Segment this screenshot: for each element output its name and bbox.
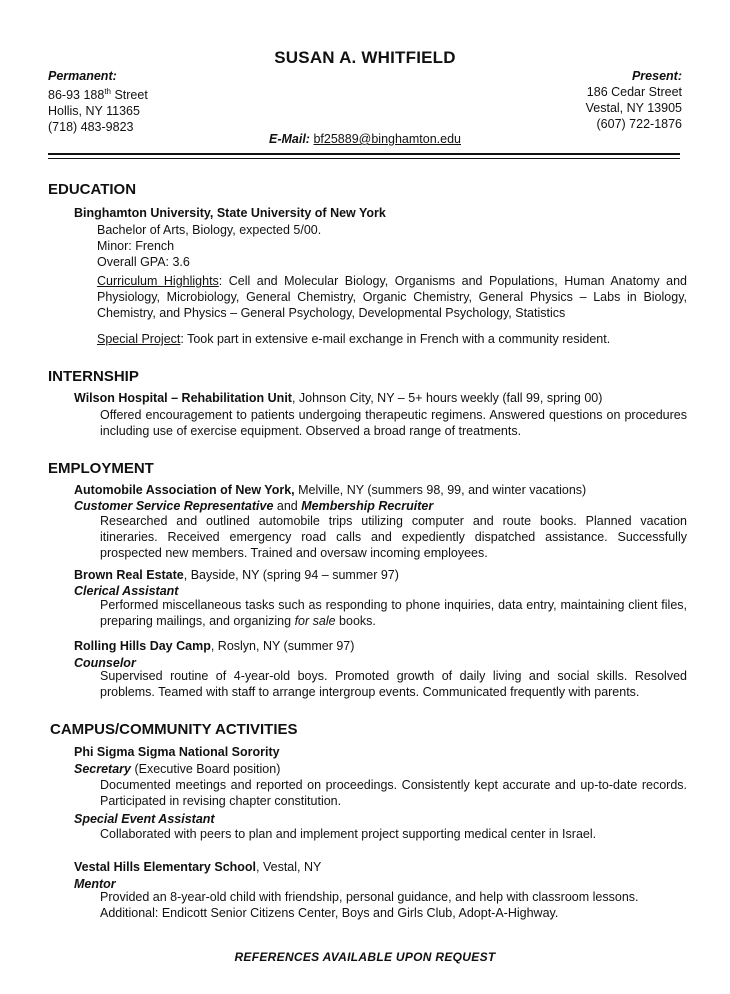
education-details <box>97 222 687 270</box>
activity-1-description: Documented meetings and reported on proceedings. Consistently kept accurate and up-to-date records. Participated in revising chapter constitution. <box>100 778 687 808</box>
curriculum-highlights <box>97 273 687 321</box>
permanent-label: Permanent: <box>48 69 117 83</box>
internship-heading: INTERNSHIP <box>48 368 139 385</box>
job-2-description <box>100 597 687 629</box>
job-2-desc-emphasis: for sale <box>294 614 336 628</box>
job-2-desc-part1: Performed miscellaneous tasks such as responding to phone inquiries, data entry, maintaining client files, preparing mailings, and organizing <box>100 598 687 628</box>
job-3-description: Supervised routine of 4-year-old boys. Promoted growth of daily living and social skills. Resolved problems. Teamed with staff to arrange intergroup events. Communicated frequently with parents. <box>100 669 687 699</box>
highlights-label: Curriculum Highlights <box>97 274 219 288</box>
job-2-role: Clerical Assistant <box>74 584 179 598</box>
permanent-street-rest: Street <box>110 88 148 103</box>
job-1-org <box>74 483 586 497</box>
present-street: 186 Cedar Street <box>586 85 682 99</box>
job-3-org-rest: , Roslyn, NY (summer 97) <box>210 639 355 653</box>
job-1-role-title-2: Membership Recruiter <box>301 499 434 513</box>
activity-3-description <box>100 889 687 921</box>
job-1-org-rest: Melville, NY (summers 98, 99, and winter vacations) <box>294 483 587 497</box>
highlights-text: : Cell and Molecular Biology, Organisms and Populations, Human Anatomy and Physiology, Microbiology, General Chemistry, Organic Chemistry, General Physics – Labs in Biology, Chemistry, and Physics – General Psychology, Developmental Psychology, Statistics <box>97 274 687 320</box>
present-phone: (607) 722-1876 <box>596 117 682 131</box>
employment-heading: EMPLOYMENT <box>48 460 154 477</box>
permanent-address <box>48 68 148 135</box>
job-1-role-title: Customer Service Representative <box>74 499 274 513</box>
job-2-org <box>74 568 399 582</box>
activity-2-role: Special Event Assistant <box>74 812 215 826</box>
internship-description: Offered encouragement to patients undergoing therapeutic regimens. Answered questions on procedures including use of exercise equipment. Observed a broad range of treatments. <box>100 408 687 438</box>
internship-org <box>74 391 602 405</box>
email-label: E-Mail: <box>269 132 310 146</box>
job-2-org-rest: , Bayside, NY (spring 94 – summer 97) <box>183 568 399 582</box>
education-heading: EDUCATION <box>48 181 137 198</box>
activity-3-desc-line1: Provided an 8-year-old child with friendship, personal guidance, and help with classroom lessons. <box>100 890 639 904</box>
email-link[interactable]: bf25889@binghamton.edu <box>313 132 461 146</box>
activity-3-desc-line2: Additional: Endicott Senior Citizens Center, Boys and Girls Club, Adopt-A-Highway. <box>100 906 559 920</box>
project-label: Special Project <box>97 332 181 346</box>
activity-1-role-rest: (Executive Board position) <box>131 762 281 776</box>
email-line <box>0 132 730 146</box>
job-3-org-name: Rolling Hills Day Camp <box>74 639 211 653</box>
references-line: REFERENCES AVAILABLE UPON REQUEST <box>234 950 496 964</box>
job-2-desc-part2: books. <box>335 614 376 628</box>
activity-1-org <box>74 745 280 759</box>
permanent-street <box>48 84 148 103</box>
job-1-org-name: Automobile Association of New York, <box>74 483 295 497</box>
header-divider-thick <box>48 153 680 155</box>
school-name: Binghamton University, State University of New York <box>74 206 386 220</box>
street-ordinal-suffix: th <box>104 87 111 96</box>
job-1-role <box>74 499 433 513</box>
activity-3-org-rest: , Vestal, NY <box>256 860 322 874</box>
activity-2-description: Collaborated with peers to plan and implement project supporting medical center in Israel. <box>100 827 597 841</box>
job-1-description: Researched and outlined automobile trips utilizing computer and route books. Planned vacation itineraries. Received emergency road calls and expediently dispatched assistance. Successfully prospected new members. Trained and oversaw incoming employees. <box>100 514 687 560</box>
permanent-phone: (718) 483-9823 <box>48 120 134 135</box>
permanent-street-number: 86-93 188 <box>48 88 105 103</box>
degree: Bachelor of Arts, Biology, expected 5/00. <box>97 223 322 237</box>
activity-3-org-name: Vestal Hills Elementary School <box>74 860 257 874</box>
activity-1-org-name: Phi Sigma Sigma National Sorority <box>74 745 280 759</box>
project-text: : Took part in extensive e-mail exchange in French with a community resident. <box>180 332 611 346</box>
gpa: Overall GPA: 3.6 <box>97 255 190 269</box>
activity-1-role-title: Secretary <box>74 762 131 776</box>
special-project <box>97 331 687 347</box>
education-school <box>74 206 386 220</box>
activities-heading: CAMPUS/COMMUNITY ACTIVITIES <box>50 721 298 738</box>
applicant-name: SUSAN A. WHITFIELD <box>274 48 456 67</box>
internship-org-name: Wilson Hospital – Rehabilitation Unit <box>74 391 292 405</box>
present-city: Vestal, NY 13905 <box>585 101 682 115</box>
header-divider-thin <box>48 158 680 159</box>
job-3-org <box>74 639 354 653</box>
job-3-role: Counselor <box>74 656 136 670</box>
activity-1-role <box>74 762 280 776</box>
job-2-org-name: Brown Real Estate <box>74 568 184 582</box>
permanent-city: Hollis, NY 11365 <box>48 104 140 119</box>
activity-3-role: Mentor <box>74 877 116 891</box>
present-label: Present: <box>631 69 682 83</box>
minor: Minor: French <box>97 239 175 253</box>
present-address <box>586 68 682 132</box>
activity-3-org <box>74 860 321 874</box>
internship-org-rest: , Johnson City, NY – 5+ hours weekly (fall 99, spring 00) <box>291 391 603 405</box>
job-1-role-and: and <box>273 499 302 513</box>
